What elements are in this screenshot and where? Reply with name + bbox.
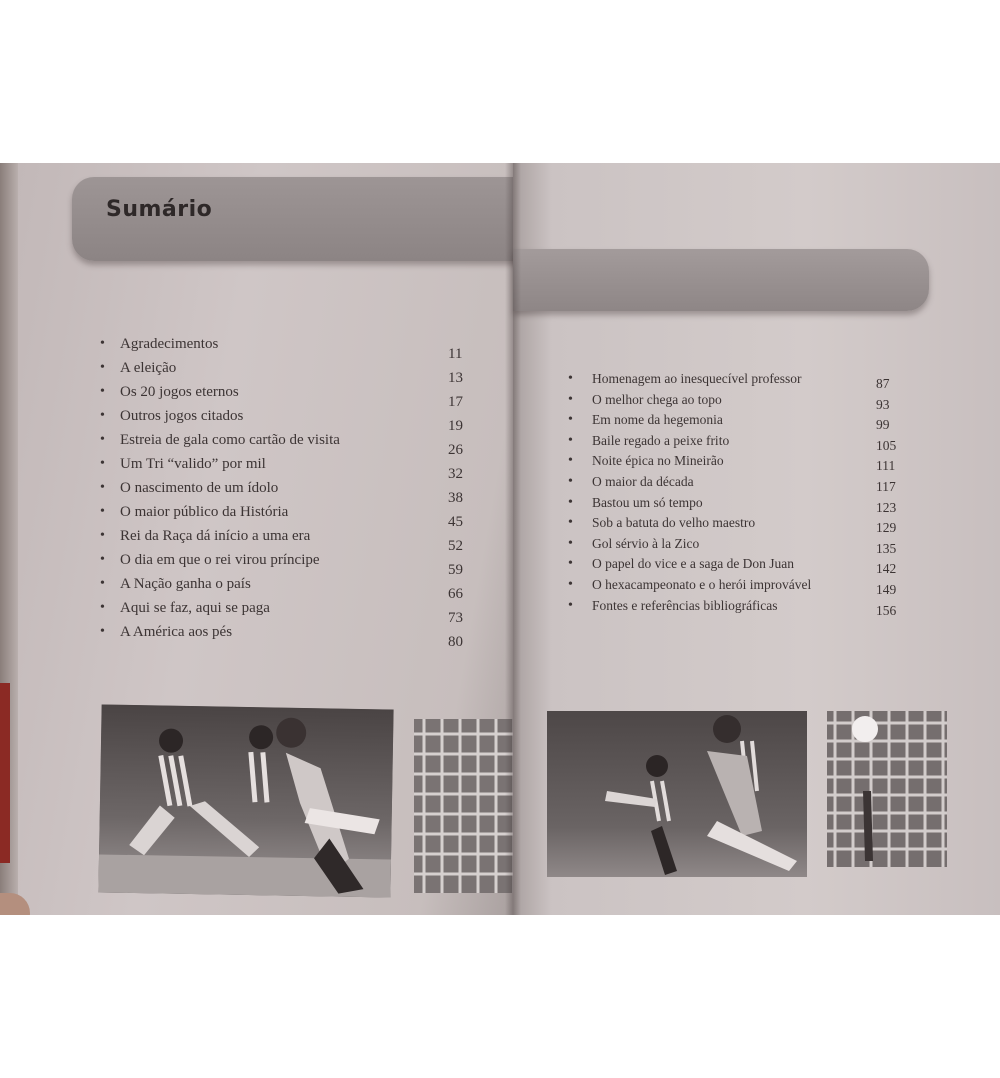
bullet: • [100,576,105,591]
toc-entry-label: Os 20 jogos eternos [120,384,239,400]
toc-entry-page: 73 [448,610,463,626]
football-photo-left [98,704,393,897]
toc-entry-page: 105 [876,437,897,453]
toc-entry-page: 38 [448,490,463,506]
football-photo-right [547,711,807,877]
toc-entry [568,556,908,577]
toc-entry-page: 17 [448,394,463,410]
toc-entry [100,360,480,384]
toc-entry [568,433,908,454]
toc-entry-label: Bastou um só tempo [592,494,703,510]
toc-entry-page: 59 [448,562,463,578]
toc-entry-label: Rei da Raça dá início a uma era [120,528,311,544]
toc-entry-label: A América aos pés [120,624,233,640]
cover-edge [0,683,10,863]
toc-entry-page: 135 [876,540,897,556]
bullet: • [568,556,573,572]
toc-entry-page: 156 [876,602,897,618]
bullet: • [100,528,105,543]
toc-entry-page: 111 [876,458,896,474]
toc-entry [568,495,908,516]
bullet: • [100,552,105,567]
toc-entry-label: O maior da década [592,473,694,489]
bullet: • [568,535,573,551]
bullet: • [568,432,573,448]
toc-entry [568,515,908,536]
bullet: • [568,515,573,531]
toc-left-list [100,336,480,648]
toc-entry [568,474,908,495]
toc-entry-page: 19 [448,418,463,434]
bullet: • [568,453,573,469]
right-header-band [513,249,929,311]
bullet: • [100,600,105,615]
bullet: • [100,504,105,519]
bullet: • [568,473,573,489]
toc-entry-page: 26 [448,442,463,458]
toc-entry-label: Em nome da hegemonia [592,412,723,428]
toc-entry-page: 45 [448,514,463,530]
toc-entry [100,336,480,360]
toc-entry-page: 66 [448,586,463,602]
toc-entry [568,453,908,474]
toc-entry-page: 80 [448,634,463,650]
toc-entry [568,598,908,619]
bullet: • [568,494,573,510]
toc-entry [568,412,908,433]
toc-entry [100,528,480,552]
toc-entry-label: O dia em que o rei virou príncipe [120,552,320,568]
toc-entry [100,600,480,624]
toc-entry-label: O papel do vice e a saga de Don Juan [592,556,795,572]
bullet: • [100,360,105,375]
toc-entry [100,456,480,480]
bullet: • [568,412,573,428]
toc-entry [100,384,480,408]
bullet: • [100,624,105,639]
toc-entry-label: Noite épica no Mineirão [592,453,724,469]
toc-entry [100,480,480,504]
toc-entry-label: O maior público da História [120,504,289,520]
book-photo [0,163,1000,915]
toc-entry-label: Sob a batuta do velho maestro [592,515,756,531]
bullet: • [568,597,573,613]
toc-entry-label: Baile regado a peixe frito [592,432,730,448]
toc-entry-page: 11 [448,346,463,362]
toc-entry [100,432,480,456]
toc-entry-label: Outros jogos citados [120,408,244,424]
toc-entry-page: 87 [876,376,890,391]
bullet: • [100,336,105,351]
toc-entry-page: 142 [876,561,897,577]
bullet: • [568,391,573,407]
toc-entry-page: 123 [876,499,897,515]
toc-entry-label: Aqui se faz, aqui se paga [120,600,270,616]
toc-entry-label: Um Tri “valido” por mil [120,456,266,472]
toc-entry-page: 99 [876,417,890,433]
toc-entry-page: 93 [876,396,890,412]
bullet: • [100,456,105,471]
toc-entry-page: 32 [448,466,463,482]
bullet: • [568,371,573,386]
toc-entry-label: A eleição [120,360,177,376]
toc-entry-label: Estreia de gala como cartão de visita [120,432,340,448]
toc-right-list [568,371,908,618]
toc-entry-label: O hexacampeonato e o herói improvável [592,576,812,592]
toc-entry [568,536,908,557]
toc-entry-page: 13 [448,370,463,386]
toc-entry-label: O nascimento de um ídolo [120,480,279,496]
toc-entry-label: Gol sérvio à la Zico [592,535,700,551]
toc-entry-label: A Nação ganha o país [120,576,251,592]
bullet: • [100,432,105,447]
toc-entry [100,552,480,576]
toc-entry-page: 117 [876,478,896,494]
toc-entry-page: 52 [448,538,463,554]
toc-entry [568,392,908,413]
page-title: Sumário [106,197,213,222]
toc-entry [100,576,480,600]
toc-entry [100,504,480,528]
toc-entry-label: Homenagem ao inesquecível professor [592,371,802,386]
toc-entry-page: 129 [876,520,897,536]
bullet: • [100,384,105,399]
toc-entry [568,371,908,392]
book-gutter [505,163,521,915]
toc-entry-label: Agradecimentos [120,336,219,352]
toc-entry-page: 149 [876,581,897,597]
toc-entry [100,624,480,648]
toc-entry-label: Fontes e referências bibliográficas [592,597,778,613]
toc-entry [100,408,480,432]
bullet: • [568,576,573,592]
toc-entry-label: O melhor chega ao topo [592,391,722,407]
bullet: • [100,480,105,495]
toc-entry [568,577,908,598]
bullet: • [100,408,105,423]
left-page [14,163,514,915]
goal-net-photo-right [827,711,947,867]
